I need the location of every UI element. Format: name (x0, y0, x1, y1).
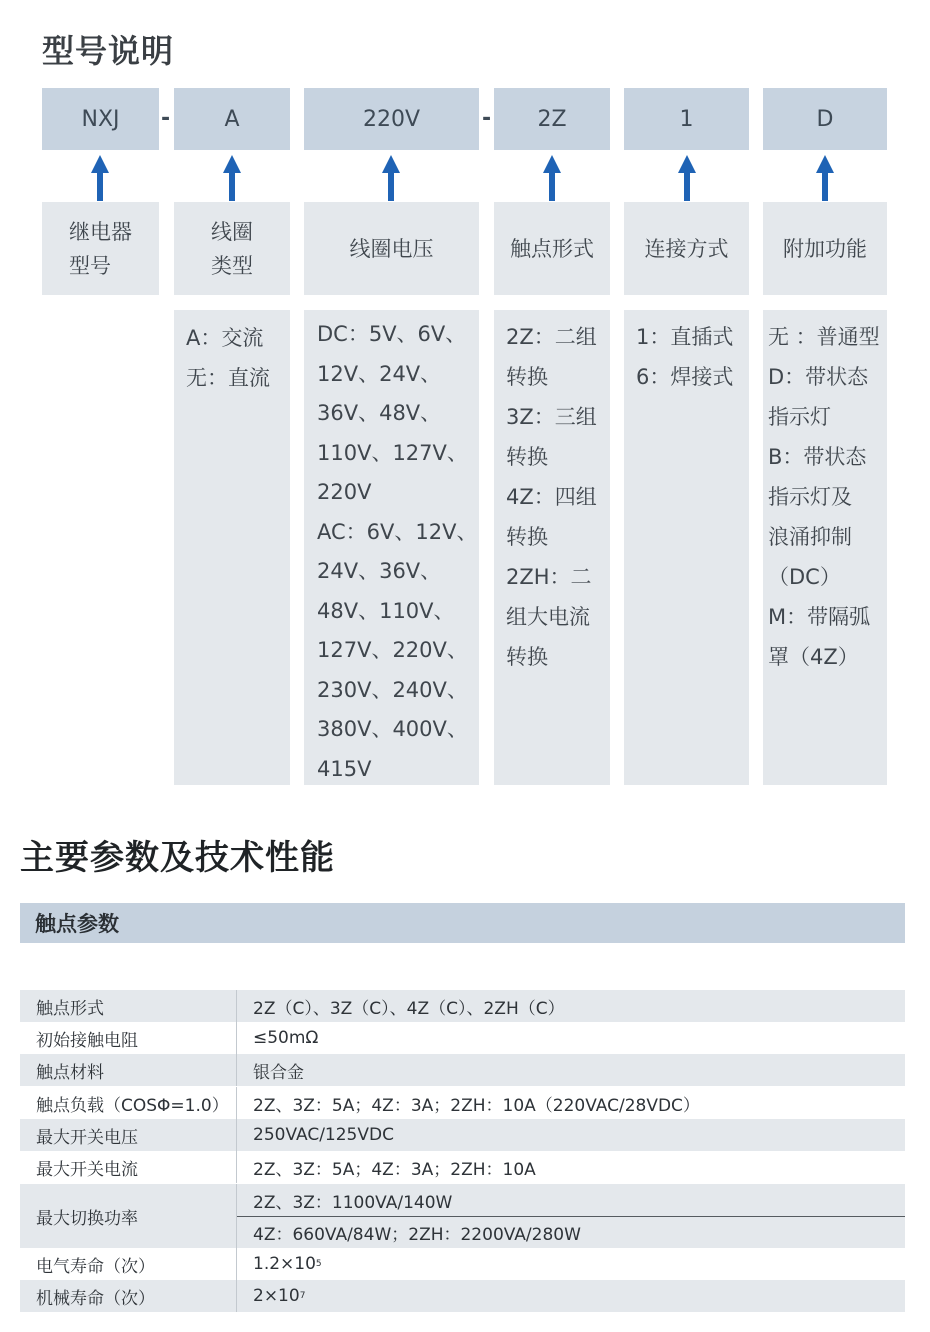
option-line: M：带隔弧 (768, 605, 871, 629)
option-line: 230V、240V、 (317, 677, 468, 702)
option-line: A：交流 (186, 326, 264, 350)
label-relay-type (42, 202, 159, 295)
option-line: 4Z：四组 (506, 485, 597, 509)
code-dash: - (482, 106, 492, 131)
table-row (20, 1248, 905, 1280)
label-coil-type-line1: 线圈 (211, 219, 253, 244)
up-arrow-icon (381, 155, 401, 201)
mechanical-life-base: 2×10 (253, 1286, 300, 1306)
electrical-life-base: 1.2×10 (253, 1254, 316, 1274)
label-contact-form: 触点形式 (494, 202, 610, 295)
table-row (20, 1119, 905, 1151)
options-contact-form (494, 310, 610, 785)
table-row (20, 990, 905, 1022)
option-line: D：带状态 (768, 365, 869, 389)
param-label: 最大切换功率 (20, 1184, 237, 1248)
options-coil-type (174, 310, 290, 785)
code-box-2z: 2Z (494, 88, 610, 150)
option-line: 无 ：普通型 (768, 325, 880, 349)
option-line: 转换 (506, 445, 548, 469)
param-label: 触点材料 (20, 1054, 237, 1086)
option-line: 罩（4Z） (768, 645, 859, 669)
param-value: 2Z、3Z：1100VA/140W (253, 1192, 453, 1213)
option-line: AC：6V、12V、 (317, 519, 478, 544)
options-connection (624, 310, 749, 785)
code-box-a: A (174, 88, 290, 150)
option-line: 指示灯 (768, 405, 831, 429)
option-line: 转换 (506, 525, 548, 549)
options-coil-voltage (304, 310, 479, 785)
up-arrow-icon (90, 155, 110, 201)
up-arrow-icon (222, 155, 242, 201)
table-row (20, 1184, 905, 1248)
label-connection: 连接方式 (624, 202, 749, 295)
options-extra-function (763, 310, 887, 785)
param-value: 2Z、3Z：5A；4Z：3A；2ZH：10A (253, 1159, 536, 1180)
option-line: 指示灯及 (768, 485, 852, 509)
code-dash: - (161, 106, 171, 131)
param-value: 2Z（C）、3Z（C）、4Z（C）、2ZH（C） (253, 998, 565, 1019)
param-value: 1.2×10 5 (253, 1254, 322, 1274)
code-box-d: D (763, 88, 887, 150)
param-value: 4Z：660VA/84W；2ZH：2200VA/280W (237, 1216, 905, 1248)
param-value: 250VAC/125VDC (253, 1125, 394, 1145)
param-label: 最大开关电压 (20, 1119, 237, 1151)
param-value: 2×10 7 (253, 1286, 306, 1306)
label-coil-voltage: 线圈电压 (304, 202, 479, 295)
up-arrow-icon (815, 155, 835, 201)
option-line: 12V、24V、 (317, 361, 442, 386)
label-coil-type-line2: 类型 (211, 253, 253, 278)
option-line: 无：直流 (186, 366, 270, 390)
option-line: 转换 (506, 645, 548, 669)
table-row (20, 1087, 905, 1119)
param-label: 触点形式 (20, 990, 237, 1022)
param-label: 初始接触电阻 (20, 1022, 237, 1054)
param-label: 机械寿命（次） (20, 1280, 237, 1312)
table-row (20, 1054, 905, 1086)
param-value: ≤50mΩ (253, 1028, 319, 1048)
option-line: 3Z：三组 (506, 405, 597, 429)
label-relay-type-line1: 继电器 (69, 219, 132, 244)
code-box-220v: 220V (304, 88, 479, 150)
option-line: B：带状态 (768, 445, 867, 469)
option-line: 36V、48V、 (317, 401, 442, 425)
option-line: 2Z：二组 (506, 325, 597, 349)
param-value: 银合金 (253, 1062, 304, 1083)
option-line: 24V、36V、 (317, 559, 442, 583)
main-parameters-title: 主要参数及技术性能 (20, 838, 335, 878)
label-relay-type-line2: 型号 (69, 253, 111, 278)
option-line: 110V、127V、 (317, 440, 468, 465)
option-line: 220V (317, 480, 372, 504)
label-coil-type (174, 202, 290, 295)
option-line: DC：5V、6V、 (317, 322, 467, 346)
option-line: 2ZH：二 (506, 565, 592, 589)
option-line: 415V (317, 756, 372, 781)
contact-parameters-header: 触点参数 (20, 903, 905, 943)
param-label: 电气寿命（次） (20, 1248, 237, 1280)
option-line: 6：焊接式 (636, 365, 734, 389)
code-box-1: 1 (624, 88, 749, 150)
param-label: 触点负载（COSΦ=1.0） (20, 1087, 237, 1119)
param-value: 2Z、3Z：5A；4Z：3A；2ZH：10A（220VAC/28VDC） (253, 1095, 700, 1116)
option-line: （DC） (768, 565, 841, 589)
table-row (20, 1151, 905, 1183)
option-line: 转换 (506, 365, 548, 389)
table-row (20, 1022, 905, 1054)
option-line: 48V、110V、 (317, 598, 455, 623)
code-box-nxj: NXJ (42, 88, 159, 150)
up-arrow-icon (677, 155, 697, 201)
table-row (20, 1280, 905, 1312)
option-line: 1：直插式 (636, 325, 734, 349)
option-line: 380V、400V、 (317, 717, 468, 741)
up-arrow-icon (542, 155, 562, 201)
option-line: 组大电流 (506, 605, 590, 629)
model-description-title: 型号说明 (42, 32, 175, 70)
param-label: 最大开关电流 (20, 1151, 237, 1183)
option-line: 127V、220V、 (317, 638, 468, 662)
label-extra-function: 附加功能 (763, 202, 887, 295)
option-line: 浪涌抑制 (768, 525, 852, 549)
